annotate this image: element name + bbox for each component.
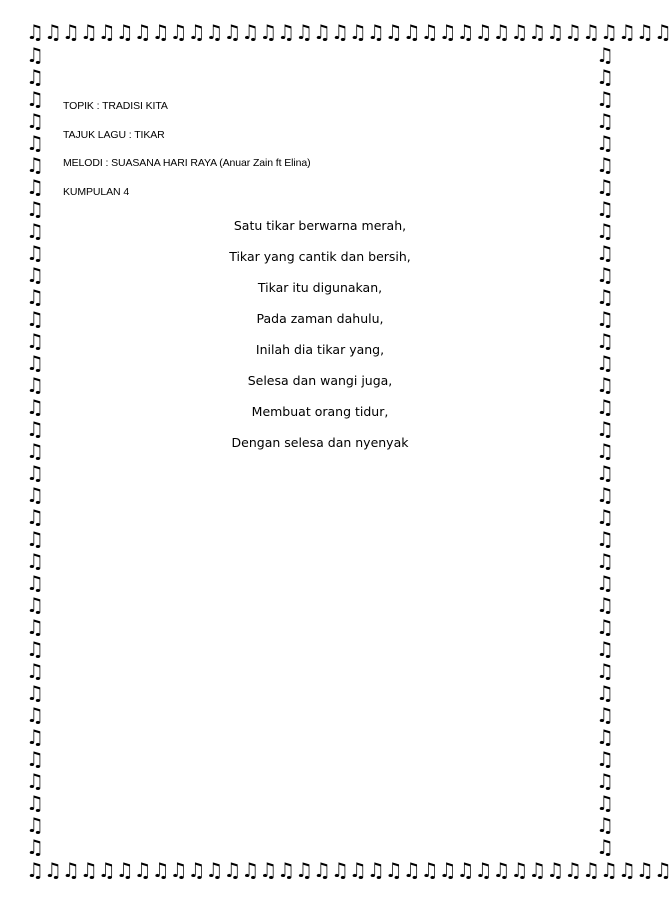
music-note-icon: ♫: [26, 65, 44, 89]
song-title-line: TAJUK LAGU : TIKAR: [63, 128, 165, 141]
music-note-icon: ♫: [26, 131, 44, 155]
music-note-icon: ♫: [26, 373, 44, 397]
music-note-icon: ♫: [596, 637, 614, 661]
music-note-icon: ♫: [313, 858, 331, 882]
music-note-icon: ♫: [26, 241, 44, 265]
music-note-icon: ♫: [26, 263, 44, 287]
music-note-icon: ♫: [241, 858, 260, 882]
music-note-icon: ♫: [348, 858, 367, 882]
music-note-icon: ♫: [205, 858, 224, 882]
music-note-icon: ♫: [596, 285, 614, 309]
music-note-icon: ♫: [564, 858, 583, 882]
music-note-icon: ♫: [617, 20, 636, 44]
music-note-icon: ♫: [617, 858, 636, 882]
music-note-icon: ♫: [596, 307, 614, 331]
music-note-icon: ♫: [277, 20, 296, 44]
topic-line: TOPIK : TRADISI KITA: [63, 100, 168, 112]
lyric-line: Tikar yang cantik dan bersih,: [229, 249, 411, 264]
music-note-icon: ♫: [596, 791, 614, 815]
music-note-icon: ♫: [169, 20, 188, 44]
music-note-icon: ♫: [402, 858, 421, 882]
song-info-header: [63, 100, 563, 214]
music-note-icon: ♫: [26, 175, 44, 199]
music-note-icon: ♫: [635, 858, 654, 882]
music-note-icon: ♫: [600, 858, 618, 882]
music-note-border-top: [26, 20, 672, 44]
music-note-icon: ♫: [133, 20, 152, 44]
music-note-icon: ♫: [61, 858, 80, 882]
music-note-icon: ♫: [223, 20, 242, 44]
music-note-icon: ♫: [635, 20, 654, 44]
music-note-icon: ♫: [115, 858, 134, 882]
music-note-icon: ♫: [653, 20, 672, 44]
music-note-icon: ♫: [596, 439, 614, 463]
music-note-icon: ♫: [26, 549, 44, 573]
lyric-line: Selesa dan wangi juga,: [247, 373, 393, 388]
lyrics-block: [160, 210, 480, 458]
music-note-icon: ♫: [26, 285, 44, 309]
music-note-icon: ♫: [187, 20, 206, 44]
music-note-border-bottom: [26, 858, 672, 882]
music-note-icon: ♫: [596, 87, 614, 111]
music-note-icon: ♫: [26, 835, 44, 859]
music-note-icon: ♫: [26, 505, 44, 529]
music-note-icon: ♫: [438, 858, 457, 882]
music-note-icon: ♫: [492, 858, 511, 882]
music-note-icon: ♫: [26, 858, 44, 882]
music-note-icon: ♫: [133, 858, 152, 882]
music-note-icon: ♫: [582, 20, 600, 44]
music-note-icon: ♫: [97, 858, 116, 882]
music-note-icon: ♫: [26, 109, 44, 133]
music-note-icon: ♫: [600, 20, 618, 44]
music-note-icon: ♫: [596, 241, 614, 265]
music-note-icon: ♫: [26, 307, 44, 331]
music-note-icon: ♫: [596, 747, 614, 771]
music-note-icon: ♫: [26, 637, 44, 661]
music-note-icon: ♫: [438, 20, 457, 44]
music-note-icon: ♫: [596, 197, 614, 221]
music-note-icon: ♫: [79, 20, 98, 44]
music-note-icon: ♫: [277, 858, 296, 882]
music-note-icon: ♫: [474, 20, 493, 44]
music-note-icon: ♫: [79, 858, 98, 882]
music-note-icon: ♫: [61, 20, 80, 44]
group-line: KUMPULAN 4: [63, 185, 130, 198]
music-note-border-left: [24, 44, 46, 858]
music-note-icon: ♫: [26, 791, 44, 815]
music-note-icon: ♫: [596, 395, 614, 419]
music-note-icon: ♫: [596, 769, 614, 793]
music-note-icon: ♫: [115, 20, 134, 44]
music-note-icon: ♫: [420, 20, 439, 44]
music-note-icon: ♫: [26, 681, 44, 705]
music-note-icon: ♫: [596, 835, 614, 859]
lyric-line: Inilah dia tikar yang,: [255, 342, 385, 357]
music-note-icon: ♫: [187, 858, 206, 882]
music-note-icon: ♫: [26, 527, 44, 551]
lyric-line: Tikar itu digunakan,: [257, 280, 383, 295]
music-note-icon: ♫: [510, 20, 529, 44]
music-note-icon: ♫: [596, 571, 614, 595]
music-note-icon: ♫: [546, 858, 565, 882]
music-note-icon: ♫: [596, 725, 614, 749]
music-note-icon: ♫: [26, 615, 44, 639]
music-note-icon: ♫: [26, 43, 44, 67]
music-note-icon: ♫: [596, 505, 614, 529]
music-note-icon: ♫: [402, 20, 421, 44]
music-note-icon: ♫: [596, 373, 614, 397]
music-note-icon: ♫: [26, 769, 44, 793]
music-note-icon: ♫: [43, 858, 62, 882]
music-note-icon: ♫: [26, 813, 44, 837]
music-note-icon: ♫: [492, 20, 511, 44]
music-note-icon: ♫: [26, 87, 44, 111]
music-note-icon: ♫: [26, 593, 44, 617]
music-note-icon: ♫: [596, 703, 614, 727]
music-note-icon: ♫: [420, 858, 439, 882]
music-note-icon: ♫: [26, 219, 44, 243]
music-note-icon: ♫: [596, 527, 614, 551]
music-note-icon: ♫: [596, 263, 614, 287]
music-note-icon: ♫: [596, 219, 614, 243]
music-note-icon: ♫: [596, 813, 614, 837]
music-note-icon: ♫: [330, 20, 349, 44]
music-note-icon: ♫: [596, 329, 614, 353]
music-note-icon: ♫: [528, 20, 547, 44]
lyric-line: Dengan selesa dan nyenyak: [231, 435, 409, 450]
music-note-icon: ♫: [26, 197, 44, 221]
music-note-icon: ♫: [26, 703, 44, 727]
music-note-icon: ♫: [456, 858, 475, 882]
music-note-icon: ♫: [26, 417, 44, 441]
music-note-icon: ♫: [26, 351, 44, 375]
music-note-border-right: [594, 44, 616, 858]
music-note-icon: ♫: [596, 65, 614, 89]
music-note-icon: ♫: [366, 20, 385, 44]
music-note-icon: ♫: [582, 858, 600, 882]
music-note-icon: ♫: [43, 20, 62, 44]
music-note-icon: ♫: [653, 858, 672, 882]
lyric-line: Pada zaman dahulu,: [256, 311, 384, 326]
music-note-icon: ♫: [564, 20, 583, 44]
music-note-icon: ♫: [223, 858, 242, 882]
music-note-icon: ♫: [205, 20, 224, 44]
music-note-icon: ♫: [241, 20, 260, 44]
music-note-icon: ♫: [26, 439, 44, 463]
music-note-icon: ♫: [26, 20, 44, 44]
music-note-icon: ♫: [596, 461, 614, 485]
music-note-icon: ♫: [151, 858, 170, 882]
music-note-icon: ♫: [97, 20, 116, 44]
music-note-icon: ♫: [596, 131, 614, 155]
music-note-icon: ♫: [596, 593, 614, 617]
music-note-icon: ♫: [295, 20, 313, 44]
music-note-icon: ♫: [26, 395, 44, 419]
music-note-icon: ♫: [528, 858, 547, 882]
music-note-icon: ♫: [384, 20, 403, 44]
music-note-icon: ♫: [596, 659, 614, 683]
music-note-icon: ♫: [596, 483, 614, 507]
music-note-icon: ♫: [596, 615, 614, 639]
music-note-icon: ♫: [348, 20, 367, 44]
music-note-icon: ♫: [259, 858, 278, 882]
music-note-icon: ♫: [151, 20, 170, 44]
music-note-icon: ♫: [596, 153, 614, 177]
music-note-icon: ♫: [596, 109, 614, 133]
music-note-icon: ♫: [26, 483, 44, 507]
music-note-icon: ♫: [596, 351, 614, 375]
music-note-icon: ♫: [26, 571, 44, 595]
music-note-icon: ♫: [26, 747, 44, 771]
music-note-icon: ♫: [259, 20, 278, 44]
music-note-icon: ♫: [456, 20, 475, 44]
music-note-icon: ♫: [596, 549, 614, 573]
music-note-icon: ♫: [26, 461, 44, 485]
music-note-icon: ♫: [596, 681, 614, 705]
music-note-icon: ♫: [596, 175, 614, 199]
music-note-icon: ♫: [366, 858, 385, 882]
music-note-icon: ♫: [596, 43, 614, 67]
music-note-icon: ♫: [26, 725, 44, 749]
music-note-icon: ♫: [330, 858, 349, 882]
music-note-icon: ♫: [26, 153, 44, 177]
melody-line: MELODI : SUASANA HARI RAYA (Anuar Zain ft Elina): [63, 157, 311, 169]
music-note-icon: ♫: [596, 417, 614, 441]
music-note-icon: ♫: [26, 329, 44, 353]
music-note-icon: ♫: [384, 858, 403, 882]
music-note-icon: ♫: [510, 858, 529, 882]
lyric-line: Satu tikar berwarna merah,: [233, 218, 407, 233]
music-note-icon: ♫: [26, 659, 44, 683]
music-note-icon: ♫: [313, 20, 331, 44]
lyric-line: Membuat orang tidur,: [251, 404, 389, 419]
music-note-icon: ♫: [474, 858, 493, 882]
music-note-icon: ♫: [169, 858, 188, 882]
music-note-icon: ♫: [546, 20, 565, 44]
music-note-icon: ♫: [295, 858, 313, 882]
